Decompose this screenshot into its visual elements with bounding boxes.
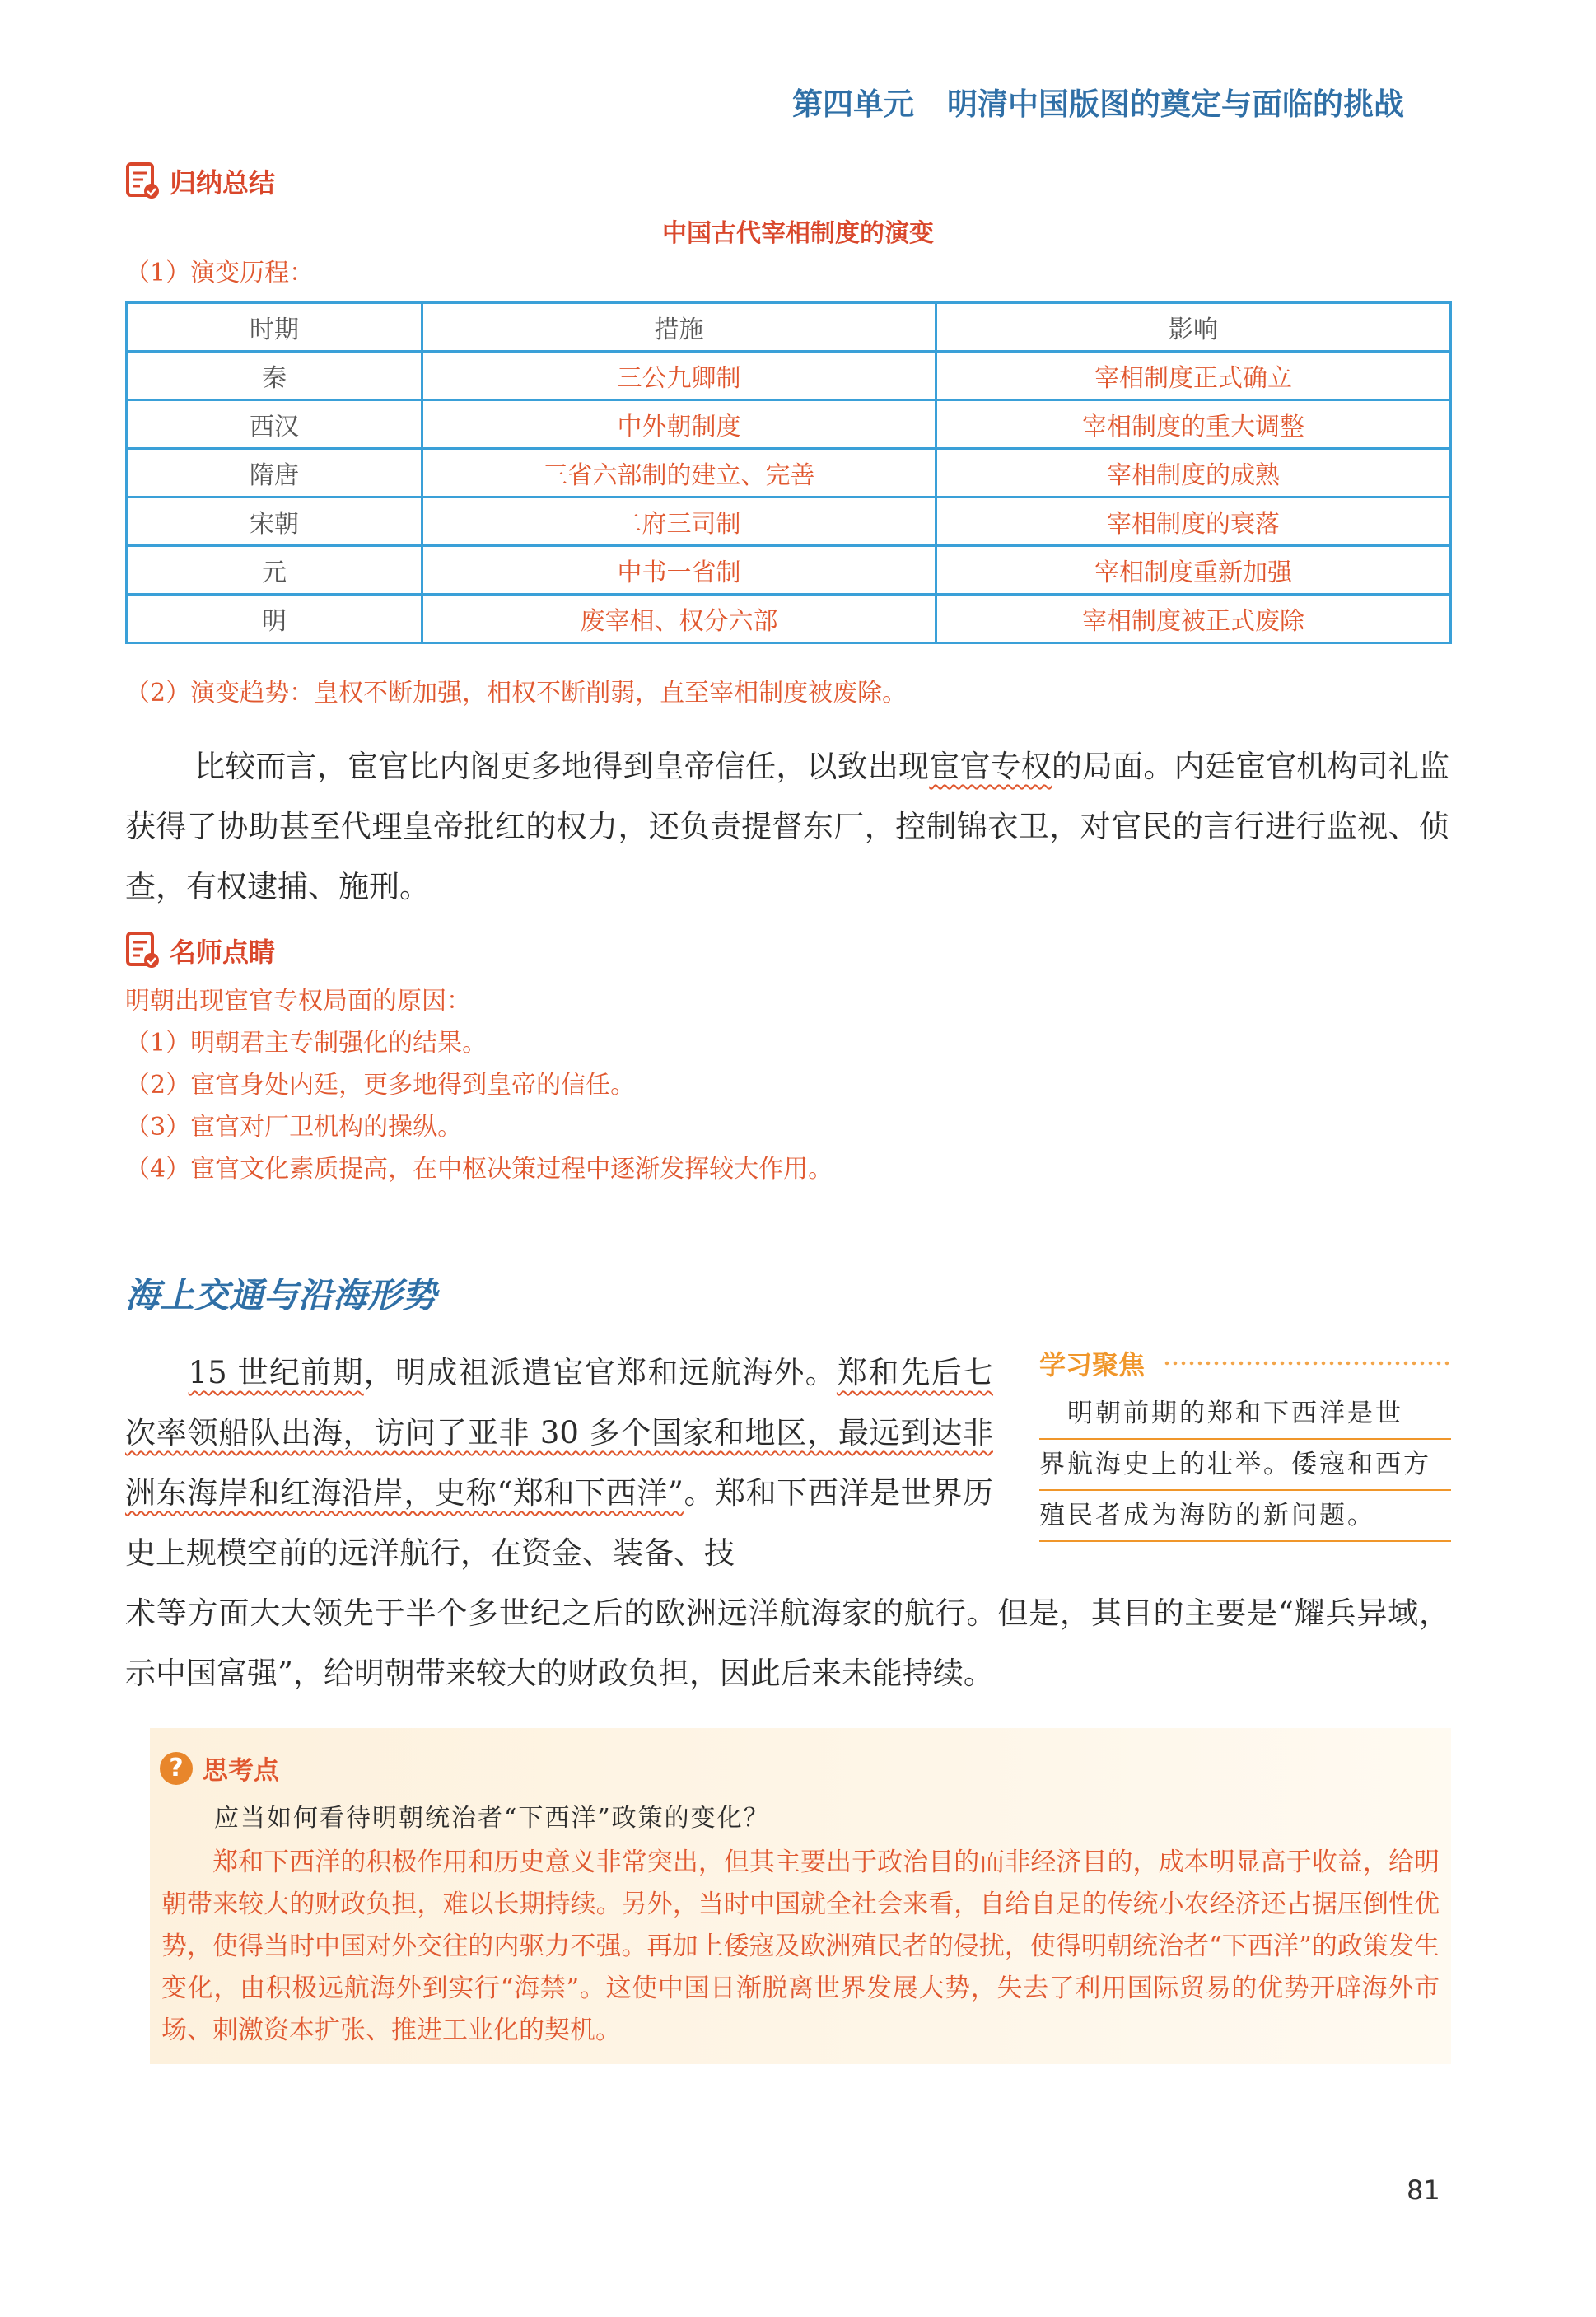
trend-text: （2）演变趋势：皇权不断加强，相权不断削弱，直至宰相制度被废除。 xyxy=(125,679,908,708)
impact-cell: 宰相制度被正式废除 xyxy=(936,595,1451,643)
measure-cell: 三公九卿制 xyxy=(422,352,936,400)
impact-cell: 宰相制度的成熟 xyxy=(936,449,1451,498)
summary-label: 归纳总结 xyxy=(170,167,276,199)
table-row xyxy=(127,595,1451,643)
table-row xyxy=(127,449,1451,498)
section-title: 海上交通与沿海形势 xyxy=(125,1275,437,1315)
table-row xyxy=(127,498,1451,546)
notes-icon xyxy=(125,931,161,970)
key-term: 15 世纪前期 xyxy=(188,1355,364,1390)
impact-cell: 宰相制度重新加强 xyxy=(936,546,1451,595)
paragraph-text: 的局面。内廷宦官机构司礼监获得了协助甚至代理皇帝批红的权力，还负责提督东厂，控制锦衣卫，对官民的言行进行监视、侦查，有权逮捕、施刑。 xyxy=(125,749,1450,904)
impact-cell: 宰相制度的衰落 xyxy=(936,498,1451,546)
study-focus-line: 殖民者成为海防的新问题。 xyxy=(1039,1491,1451,1542)
table-header-row xyxy=(127,303,1451,352)
study-focus-divider xyxy=(1163,1359,1449,1367)
measure-cell: 废宰相、权分六部 xyxy=(422,595,936,643)
impact-cell: 宰相制度的重大调整 xyxy=(936,400,1451,449)
list-item: （3）宦官对厂卫机构的操纵。 xyxy=(125,1113,463,1142)
teacher-note-heading xyxy=(125,931,275,970)
study-focus-label: 学习聚焦 xyxy=(1039,1349,1146,1380)
study-focus-line: 明朝前期的郑和下西洋是世 xyxy=(1039,1389,1451,1440)
think-question: 应当如何看待明朝统治者“下西洋”政策的变化？ xyxy=(214,1804,770,1833)
unit-label: 第四单元 xyxy=(792,86,914,122)
column-header: 措施 xyxy=(422,303,936,352)
paragraph-text: 。郑和下西洋是世界历史上规模空前的远洋航行，在资金、装备、技 xyxy=(125,1475,993,1571)
measure-cell: 中外朝制度 xyxy=(422,400,936,449)
notes-icon xyxy=(125,161,161,201)
period-cell: 隋唐 xyxy=(127,449,422,498)
period-cell: 明 xyxy=(127,595,422,643)
study-focus-text xyxy=(1039,1389,1451,1542)
measure-cell: 三省六部制的建立、完善 xyxy=(422,449,936,498)
page-number: 81 xyxy=(1407,2175,1440,2206)
paragraph-eunuchs xyxy=(125,736,1449,917)
period-cell: 西汉 xyxy=(127,400,422,449)
evolution-table xyxy=(125,301,1452,644)
period-cell: 宋朝 xyxy=(127,498,422,546)
table-row xyxy=(127,546,1451,595)
paragraph-text: ，明成祖派遣宦官郑和远航海外。 xyxy=(363,1355,837,1390)
measure-cell: 二府三司制 xyxy=(422,498,936,546)
teacher-note-intro: 明朝出现宦官专权局面的原因： xyxy=(125,987,471,1016)
question-icon: ? xyxy=(160,1752,193,1785)
think-point-box xyxy=(150,1728,1451,2064)
table-row xyxy=(127,400,1451,449)
table-row xyxy=(127,352,1451,400)
list-item: （1）明朝君主专制强化的结果。 xyxy=(125,1029,488,1058)
period-cell: 元 xyxy=(127,546,422,595)
summary-heading xyxy=(125,161,275,201)
column-header: 时期 xyxy=(127,303,422,352)
list-item: （4）宦官文化素质提高，在中枢决策过程中逐渐发挥较大作用。 xyxy=(125,1155,833,1184)
table-title: 中国古代宰相制度的演变 xyxy=(662,219,934,248)
period-cell: 秦 xyxy=(127,352,422,400)
header-title xyxy=(792,79,1404,124)
think-answer: 郑和下西洋的积极作用和历史意义非常突出，但其主要出于政治目的而非经济目的，成本明显高于收益，给明朝带来较大的财政负担，难以长期持续。另外，当时中国就全社会来看，自给自足的传统小农经济还占据压倒性优势，使得当时中国对外交往的内驱力不强。再加上倭寇及欧洲殖民者的侵扰，使得明朝统治者“下西洋”的政策发生变化，由积极远航海外到实行“海禁”。这使中国日渐脱离世界发展大势，失去了利用国际贸易的优势开辟海外市场、刺激资本扩张、推进工业化的契机。 xyxy=(161,1848,1440,2045)
study-focus-line: 界航海史上的壮举。倭寇和西方 xyxy=(1039,1440,1451,1491)
paragraph-zhenghe-a xyxy=(125,1343,993,1583)
impact-cell: 宰相制度正式确立 xyxy=(936,352,1451,400)
process-label: （1）演变历程： xyxy=(125,259,315,287)
paragraph-text: 比较而言，宦官比内阁更多地得到皇帝信任，以致出现 xyxy=(194,749,930,784)
think-point-heading xyxy=(160,1749,279,1787)
list-item: （2）宦官身处内廷，更多地得到皇帝的信任。 xyxy=(125,1071,636,1100)
key-term: 宦官专权 xyxy=(929,749,1052,784)
key-term: 郑和先后七次率领船队出海，访问了亚非 30 多个国家和地区，最远到达非洲东海岸和红海沿岸，史称“郑和下西洋” xyxy=(125,1355,994,1511)
unit-title: 明清中国版图的奠定与面临的挑战 xyxy=(947,86,1404,122)
paragraph-zhenghe-b: 术等方面大大领先于半个多世纪之后的欧洲远洋航海家的航行。但是，其目的主要是“耀兵异域，示中国富强”，给明朝带来较大的财政负担，因此后来未能持续。 xyxy=(125,1595,1449,1691)
teacher-note-body xyxy=(125,980,833,1190)
teacher-note-label: 名师点睛 xyxy=(170,937,276,968)
column-header: 影响 xyxy=(936,303,1451,352)
measure-cell: 中书一省制 xyxy=(422,546,936,595)
paragraph-indent xyxy=(125,1355,189,1390)
think-point-label: 思考点 xyxy=(203,1756,279,1786)
